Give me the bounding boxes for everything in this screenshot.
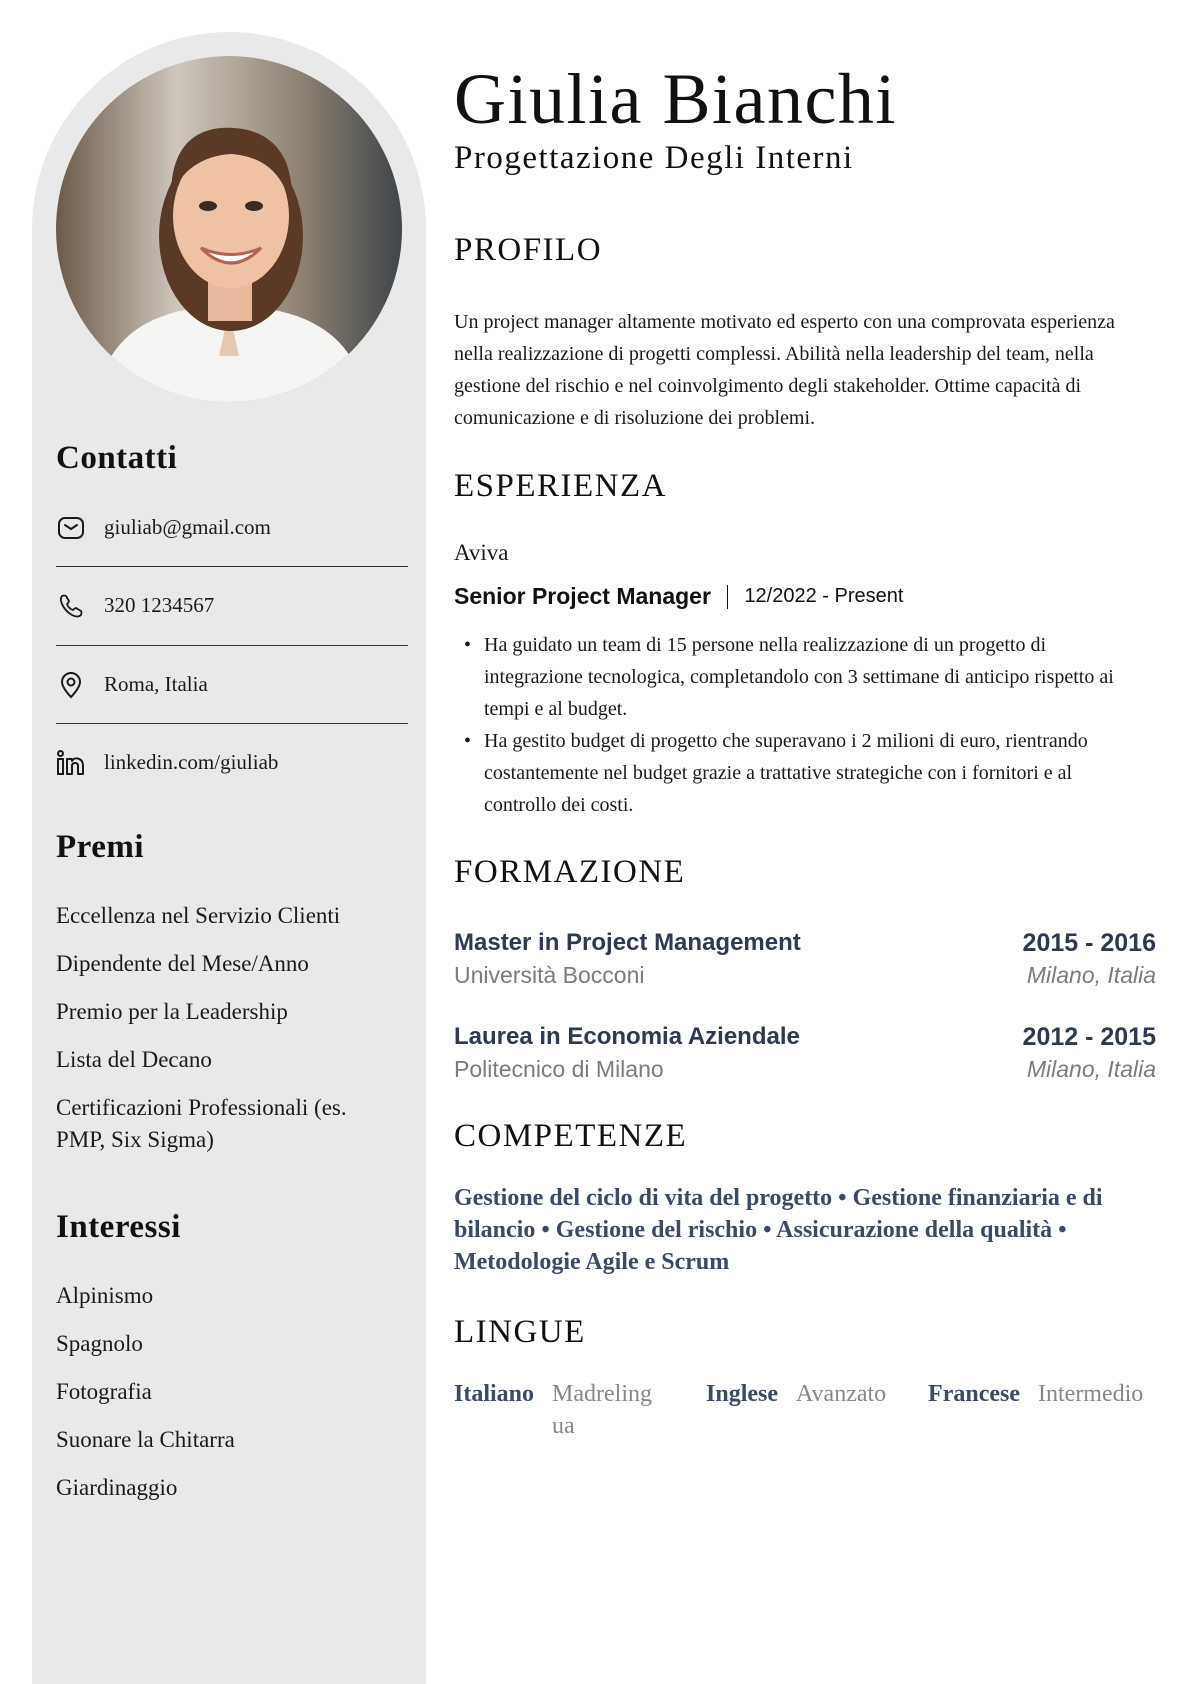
full-name: Giulia Bianchi (454, 59, 897, 139)
interest-item: Giardinaggio (56, 1475, 178, 1500)
contact-location-text: Roma, Italia (104, 672, 208, 696)
portrait-illustration (56, 56, 402, 402)
contact-linkedin[interactable] (56, 723, 408, 802)
award-item: Eccellenza nel Servizio Clienti (56, 903, 341, 928)
education-item (454, 1021, 1156, 1085)
experience-heading: ESPERIENZA (454, 468, 667, 504)
interest-item: Suonare la Chitarra (56, 1427, 235, 1452)
education-degree: Master in Project Management (454, 929, 801, 956)
award-item: Lista del Decano (56, 1047, 212, 1072)
profile-photo (56, 56, 402, 402)
languages-heading: LINGUE (454, 1314, 586, 1350)
experience-bullets (484, 629, 1134, 821)
experience-bullet: • Ha guidato un team di 15 persone nella realizzazione di un progetto di integrazione tecnologica, completandolo con 3 settimane di anticipo rispetto ai tempi e al budget. (484, 629, 1134, 725)
contact-location[interactable] (56, 645, 408, 724)
linkedin-icon (56, 748, 86, 778)
award-item: Dipendente del Mese/Anno (56, 951, 309, 976)
job-line (454, 583, 903, 610)
award-item: Certificazioni Professionali (es. PMP, Six Sigma) (56, 1095, 347, 1152)
award-item: Premio per la Leadership (56, 999, 288, 1024)
job-role: Progettazione Degli Interni (454, 140, 854, 176)
interests-heading: Interessi (56, 1209, 181, 1245)
interest-item: Spagnolo (56, 1331, 143, 1356)
language-name: Francese (928, 1381, 1020, 1407)
education-location: Milano, Italia (1026, 1056, 1156, 1082)
language-level: Intermedio (1038, 1381, 1144, 1407)
education-school: Università Bocconi (454, 962, 645, 988)
skills-text: Gestione del ciclo di vita del progetto • Gestione finanziaria e di bilancio • Gestione del rischio • Assicurazione della qualità • Metodologie Agile e Scrum (454, 1185, 1103, 1275)
language-name: Italiano (454, 1381, 535, 1407)
job-dates: 12/2022 - Present (744, 585, 904, 607)
education-degree: Laurea in Economia Aziendale (454, 1023, 800, 1050)
education-years: 2015 - 2016 (1022, 929, 1156, 957)
company-name: Aviva (454, 540, 509, 565)
phone-icon (56, 591, 86, 621)
interest-item: Alpinismo (56, 1283, 154, 1308)
skills-heading: COMPETENZE (454, 1118, 688, 1154)
language-item (706, 1378, 886, 1410)
profile-text: Un project manager altamente motivato ed esperto con una comprovata esperienza nella realizzazione di progetti complessi. Abilità nella leadership del team, nella gestione del rischio e nel coinvolgimento degli stakeholder. Ottime capacità di comunicazione e di risoluzione dei problemi. (454, 311, 1115, 429)
mail-icon (56, 513, 86, 543)
interests-list (56, 1280, 416, 1504)
education-location: Milano, Italia (1026, 962, 1156, 988)
language-item (924, 1378, 1143, 1410)
education-school: Politecnico di Milano (454, 1056, 664, 1082)
education-years: 2012 - 2015 (1022, 1023, 1156, 1051)
location-pin-icon (56, 670, 86, 700)
contact-linkedin-text: linkedin.com/giuliab (104, 750, 279, 774)
interest-item: Fotografia (56, 1379, 152, 1404)
contact-phone-text: 320 1234567 (104, 593, 215, 617)
profile-heading: PROFILO (454, 232, 603, 268)
contact-email[interactable] (56, 488, 408, 567)
job-separator (727, 585, 729, 609)
job-title: Senior Project Manager (454, 583, 711, 609)
language-name: Inglese (706, 1381, 778, 1407)
language-item (454, 1378, 652, 1442)
awards-heading: Premi (56, 829, 145, 865)
contact-phone[interactable] (56, 566, 408, 645)
experience-bullet: • Ha gestito budget di progetto che superavano i 2 milioni di euro, rientrando costantemente nel budget grazie a trattative strategiche con i fornitori e al controllo dei costi. (484, 725, 1134, 821)
contact-email-text: giuliab@gmail.com (104, 515, 271, 539)
language-level: Avanzato (796, 1381, 887, 1407)
awards-list (56, 900, 416, 1156)
education-item (454, 927, 1156, 991)
language-level: Madrelingua (552, 1381, 652, 1439)
contacts-heading: Contatti (56, 440, 178, 476)
education-heading: FORMAZIONE (454, 854, 686, 890)
